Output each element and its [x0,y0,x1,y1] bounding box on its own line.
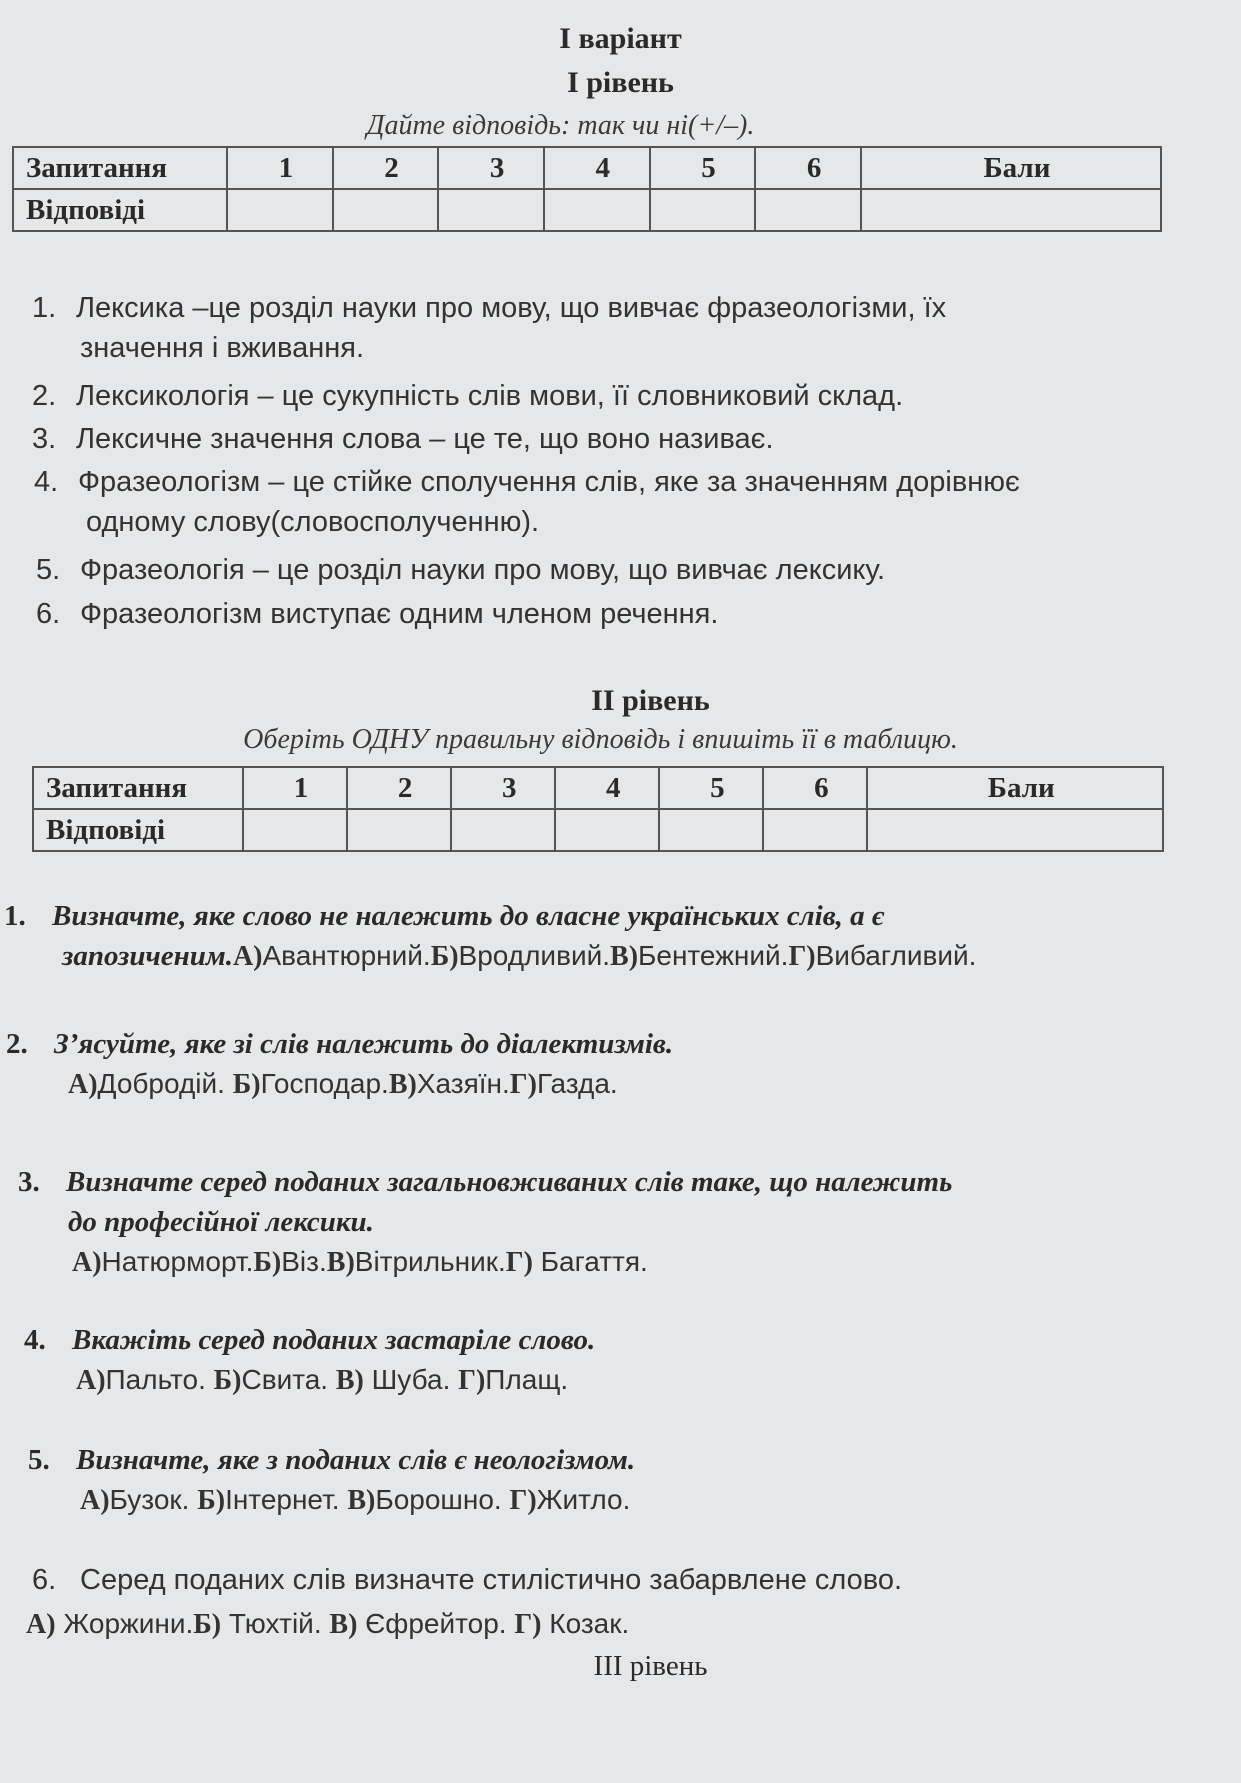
table-col-5: 5 [650,147,756,189]
answer-cell[interactable] [659,809,763,851]
table-col-1: 1 [243,767,347,809]
answer-cell[interactable] [544,189,650,231]
table-col-6: 6 [755,147,861,189]
answer-cell[interactable] [347,809,451,851]
table-header-label: Запитання [33,767,243,809]
statement-1: 1. Лексика –це розділ науки про мову, що вивчає фразеологізми, їх значення і вживання. [32,292,947,364]
table-col-2: 2 [347,767,451,809]
table-header-label: Запитання [13,147,227,189]
answer-cell[interactable] [438,189,544,231]
statement-6: 6. Фразеологізм виступає одним членом речення. [36,598,719,630]
table-col-4: 4 [555,767,659,809]
level1-title: І рівень [567,66,674,99]
table-col-1: 1 [227,147,333,189]
question-3: 3. Визначте серед поданих загальновживаних слів таке, що належить до професійної лексики. А)Натюрморт.Б)Віз.В)Вітрильник.Г) Багаття. [18,1166,953,1278]
question-5: 5. Визначте, яке з поданих слів є неологізмом. А)Бузок. Б)Інтернет. В)Борошно. Г)Житло. [28,1444,636,1516]
variant-title: І варіант [559,22,682,55]
table-col-score: Бали [861,147,1161,189]
question-4: 4. Вкажіть серед поданих застаріле слово. А)Пальто. Б)Свита. В) Шуба. Г)Плащ. [24,1324,596,1396]
answer-cell[interactable] [763,809,867,851]
level1-answer-table [12,146,1162,232]
statement-5: 5. Фразеологія – це розділ науки про мову, що вивчає лексику. [36,554,886,586]
level2-answer-table [32,766,1164,852]
level1-instruction: Дайте відповідь: так чи ні(+/–). [366,110,755,141]
question-6: 6. Серед поданих слів визначте стилістично забарвлене слово. [32,1564,903,1596]
level2-instruction: Оберіть ОДНУ правильну відповідь і впишіть її в таблицю. [243,724,958,755]
answer-cell[interactable] [755,189,861,231]
table-col-2: 2 [333,147,439,189]
level2-title: ІІ рівень [591,684,710,717]
question-2: 2. З’ясуйте, яке зі слів належить до діалектизмів. А)Добродій. Б)Господар.В)Хазяїн.Г)Газда. [6,1028,674,1100]
table-answers-label: Відповіді [13,189,227,231]
level3-title: ІІІ рівень [593,1650,708,1682]
answer-cell[interactable] [227,189,333,231]
table-col-3: 3 [438,147,544,189]
question-1: 1. Визначте, яке слово не належить до власне українських слів, а є запозиченим.А)Авантюрний.Б)Вродливий.В)Бентежний.Г)Вибагливий. [4,900,977,972]
answer-cell[interactable] [555,809,659,851]
score-cell[interactable] [861,189,1161,231]
question-6-options: А) Жоржини.Б) Тюхтій. В) Єфрейтор. Г) Козак. [26,1608,630,1640]
table-answers-label: Відповіді [33,809,243,851]
score-cell[interactable] [867,809,1163,851]
answer-cell[interactable] [333,189,439,231]
answer-cell[interactable] [451,809,555,851]
table-col-5: 5 [659,767,763,809]
statement-2: 2. Лексикологія – це сукупність слів мови, її словниковий склад. [32,380,904,412]
table-col-4: 4 [544,147,650,189]
answer-cell[interactable] [243,809,347,851]
table-col-3: 3 [451,767,555,809]
table-col-score: Бали [867,767,1163,809]
statement-4: 4. Фразеологізм – це стійке сполучення слів, яке за значенням дорівнює одному слову(словосполученню). [34,466,1020,538]
answer-cell[interactable] [650,189,756,231]
table-col-6: 6 [763,767,867,809]
statement-3: 3. Лексичне значення слова – це те, що воно називає. [32,423,774,455]
